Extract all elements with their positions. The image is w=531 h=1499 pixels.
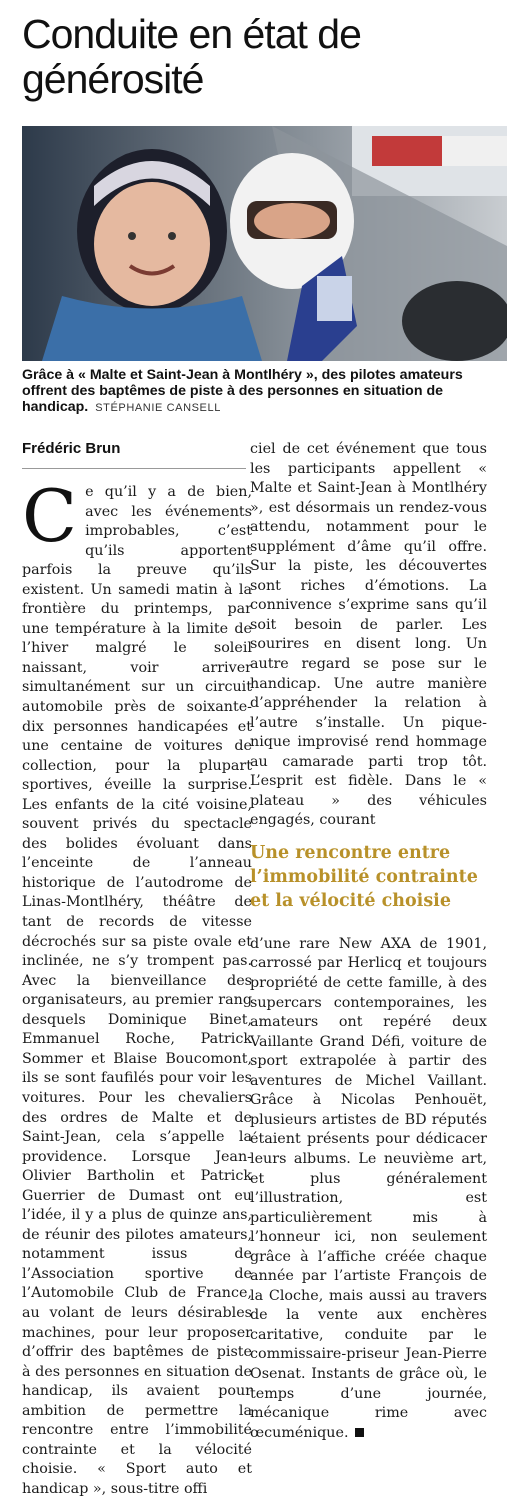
headline: Conduite en état de générosité	[22, 11, 361, 102]
caption-text: Grâce à « Malte et Saint-Jean à Montlhéry », des pilotes amateurs offrent des baptêmes de piste à des personnes en situation de handicap.	[22, 367, 463, 416]
photo-credit: STÉPHANIE CANSELL	[95, 402, 221, 415]
paragraph-3	[250, 935, 487, 1443]
article-photo	[22, 126, 507, 361]
byline-divider	[22, 468, 246, 469]
photo-drivers-helmets-icon	[22, 126, 507, 361]
end-mark-icon	[355, 1428, 364, 1437]
paragraph-3-text: d’une rare New AXA de 1901, carrossé par Herlicq et toujours propriété de cette famille, à des supercars contemporaines, les amateurs ont repéré deux Vaillante Grand Défi, voiture de sport extrapolée à partir des aventures de Michel Vaillant. Grâce à Nicolas Penhouët, plusieurs artistes de BD réputés étaient présents pour dédicacer leurs albums. Le neuvième art, et plus généralement l’illustration, est particulièrement mis à l’honneur ici, non seulement grâce à l’affiche créée chaque année par l’artiste François de la Cloche, mais aussi au travers de la vente aux enchères caritative, conduite par le commissaire-priseur Jean-Pierre Osenat. Instants de grâce où, le temps d’une journée, mécanique rime avec œcuménique.	[250, 935, 487, 1441]
article-column-left	[22, 440, 252, 1499]
photo-caption	[22, 367, 508, 417]
paragraph-1-text: e qu’il y a de bien, avec les événements improbables, c’est qu’ils apportent parfois la preuve qu’ils existent. Un samedi matin à la frontière du printemps, par une température à la limite de l’hiver malgré le soleil naissant, voir arriver simultanément sur un circuit automobile près de soixante-dix personnes handicapées et une centaine de voitures de collection, pour la plupart sportives, éveille la surprise. Les enfants de la cité voisine, souvent privés du spectacle des bolides évoluant dans l’enceinte de l’anneau historique de l’autodrome de Linas-Montlhéry, théâtre de tant de records de vitesse décrochés sur sa piste ovale et inclinée, ne s’y trompent pas. Avec la bienveillance des organisateurs, au premier rang desquels Dominique Binet, Emmanuel Roche, Patrick Sommer et Blaise Boucomont, ils se sont faufilés pour voir les voitures. Pour les chevaliers des ordres de Malte et de Saint-Jean, cela s’appelle la providence. Lorsque Jean-Olivier Bartholin et Patrick Guerrier de Dumast ont eu l’idée, il y a plus de quinze ans, de réunir des pilotes amateurs, notamment issus de l’Association sportive de l’Automobile Club de France, au volant de leurs désirables machines, pour leur proposer d’offrir des baptêmes de piste à des personnes en situation de handicap, ils avaient pour ambition de permettre la rencontre entre l’immobilité contrainte et la vélocité choisie. « Sport auto et handicap », sous-titre offi	[22, 484, 252, 1497]
paragraph-2: ciel de cet événement que tous les participants appellent « Malte et Saint-Jean à Montlhéry », est désormais un rendez-vous attendu, notamment pour le supplément d’âme qu’il offre. Sur la piste, les découvertes sont riches d’émotions. La connivence s’exprime sans qu’il soit besoin de parler. Les sourires en disent long. Un autre regard se pose sur le handicap. Une autre manière d’appréhender la relation à l’autre s’installe. Un pique-nique improvisé rend hommage au camarade parti trop tôt. L’esprit est fidèle. Dans le « plateau » des véhicules engagés, courant	[250, 441, 487, 829]
article-column-right	[250, 440, 487, 1443]
paragraph-1	[22, 474, 252, 1499]
byline: Frédéric Brun	[22, 440, 121, 457]
subheading: Une rencontre entre l’immobilité contrainte et la vélocité choisie	[250, 842, 478, 911]
dropcap: C	[22, 474, 78, 558]
